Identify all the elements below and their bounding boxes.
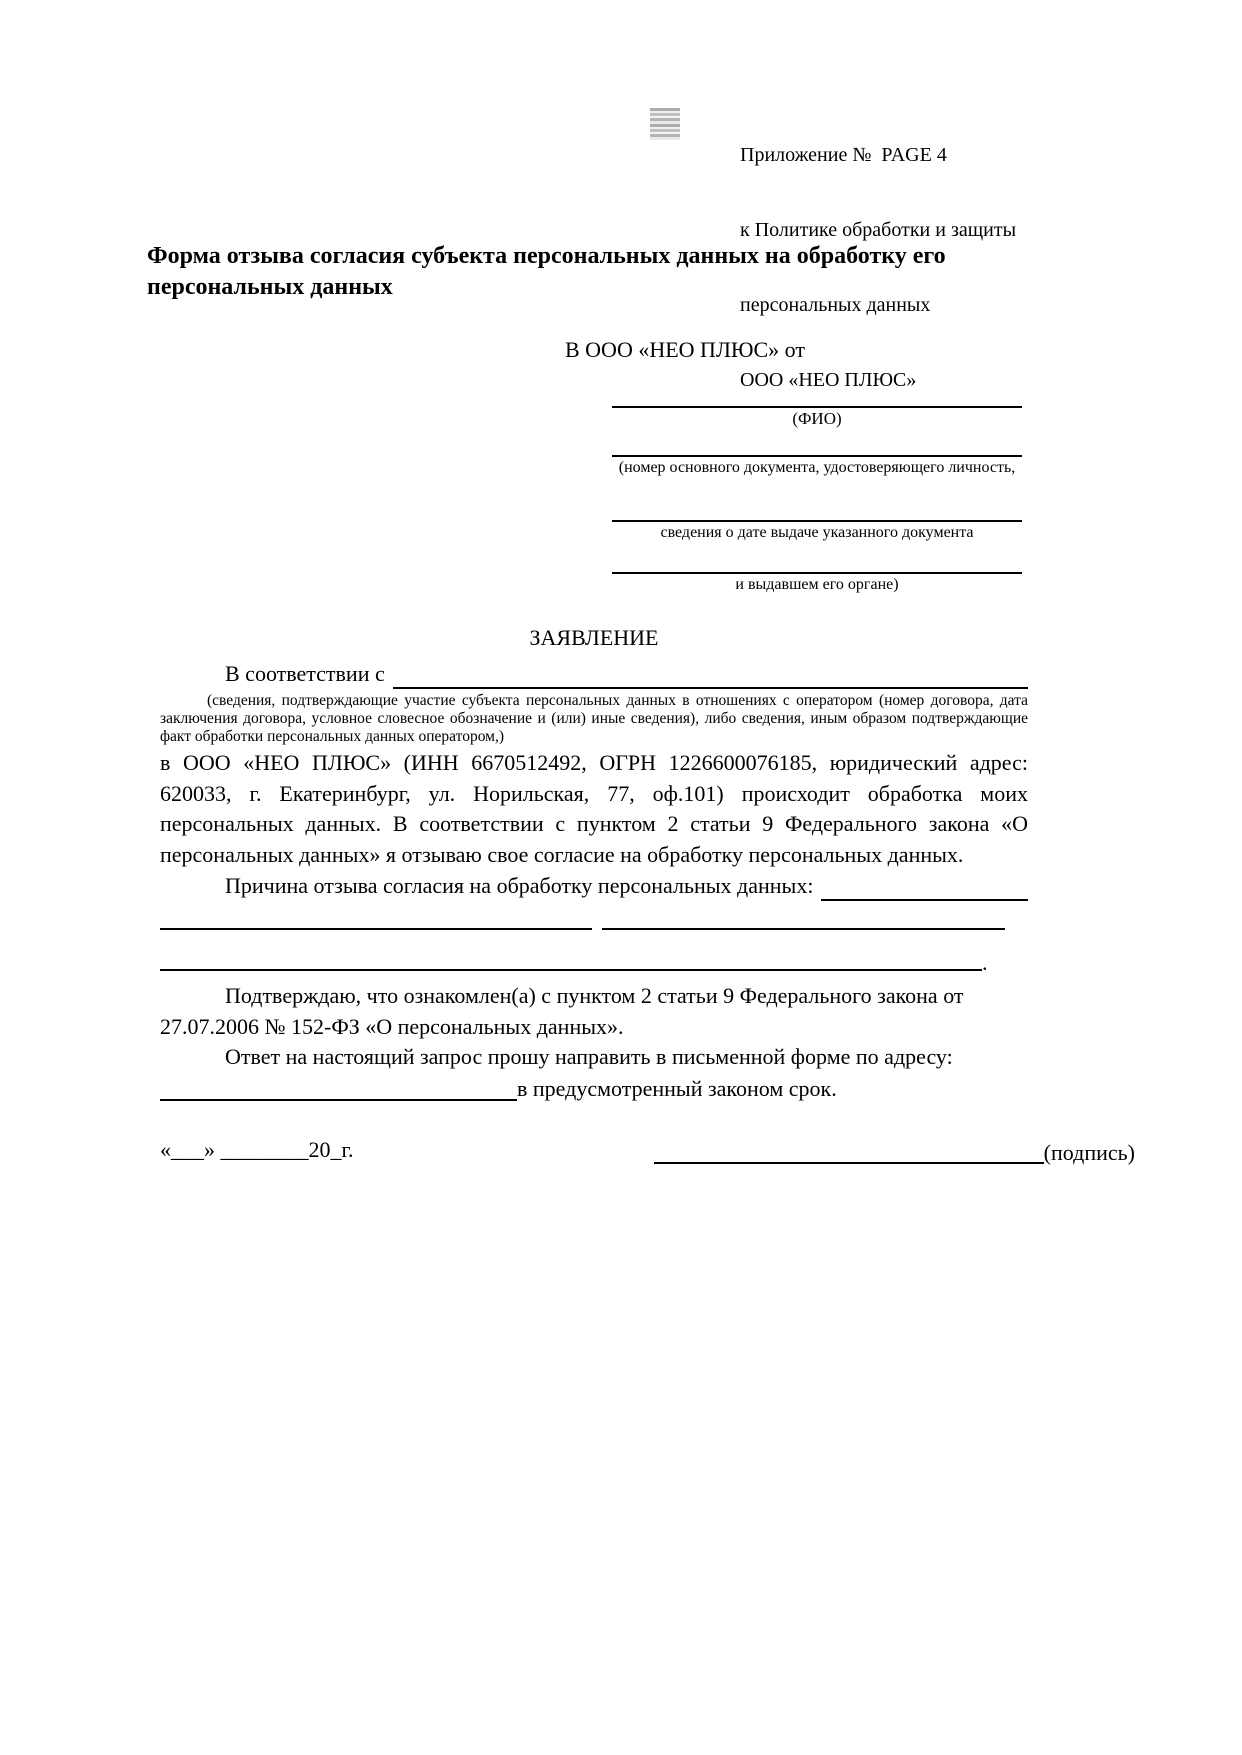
fine-print-note: (сведения, подтверждающие участие субъекта персональных данных в отношениях с оператором (номер договора, дата заключения договора, условное словесное обозначение и (или) иные сведения), либо сведения, иным образом подтверждающие факт обработки персональных данных оператором,) — [160, 692, 1028, 745]
issue-date-field-line — [612, 478, 1022, 522]
intro-blank-line — [393, 661, 1028, 689]
document-number-field-line — [612, 429, 1022, 457]
blurred-field-code-icon — [650, 108, 680, 140]
statement-heading: ЗАЯВЛЕНИЕ — [529, 625, 659, 650]
document-number-field-caption: (номер основного документа, удостоверяющего личность, — [618, 459, 1016, 476]
main-paragraph: в ООО «НЕО ПЛЮС» (ИНН 6670512492, ОГРН 1226600076185, юридический адрес: 620033, г. Екатеринбург, ул. Норильская, 77, оф.101) происходит обработка моих персональных данных. В соответствии с пунктом 2 статьи 9 Федерального закона «О персональных данных» я отзываю свое согласие на обработку персональных данных. — [160, 750, 1028, 867]
issuing-authority-field-caption: и выдавшем его органе) — [735, 576, 899, 593]
footer-row — [160, 1132, 1135, 1168]
statement-body — [160, 659, 1028, 1104]
reply-address-row — [160, 1073, 1028, 1104]
document-number-field — [612, 429, 1022, 478]
reason-prefix: Причина отзыва согласия на обработку персональных данных: — [225, 873, 814, 898]
fio-field-caption: (ФИО) — [792, 409, 842, 428]
intro-row — [160, 659, 1028, 689]
issue-date-field — [612, 478, 1022, 543]
issue-date-field-caption: сведения о дате выдаче указанного документа — [660, 524, 974, 541]
header-note-line: ООО «НЕО ПЛЮС» — [740, 369, 917, 391]
address-blank-line — [160, 1099, 517, 1101]
reason-blank-line-3 — [160, 950, 1028, 975]
addressee-fields — [612, 365, 1022, 595]
intro-prefix: В соответствии с — [225, 661, 385, 686]
signature-group — [654, 1138, 1135, 1168]
header-note-line: персональных данных — [740, 294, 931, 316]
header-note-line: Приложение № PAGE 4 — [740, 144, 947, 166]
date-blank: «___» ________20_г. — [160, 1137, 354, 1162]
blank-line-segment — [160, 969, 982, 971]
reply-request-paragraph: Ответ на настоящий запрос прошу направить в письменной форме по адресу: — [225, 1044, 953, 1069]
issuing-authority-field-line — [612, 543, 1022, 574]
fio-field-line — [612, 365, 1022, 408]
fio-field — [612, 365, 1022, 429]
reply-suffix: в предусмотренный законом срок. — [517, 1075, 837, 1101]
reason-row — [160, 870, 1028, 901]
addressee-to-line: В ООО «НЕО ПЛЮС» от — [565, 337, 805, 362]
page-title: Форма отзыва согласия субъекта персональных данных на обработку его персональных данных — [147, 243, 946, 300]
reason-blank-line-2 — [160, 928, 1005, 930]
header-note-line: к Политике обработки и защиты — [740, 219, 1017, 241]
blank-line-segment — [602, 928, 1005, 930]
blank-line-terminator: . — [982, 950, 988, 975]
issuing-authority-field — [612, 543, 1022, 595]
blank-line-segment — [160, 928, 592, 930]
signature-blank-line — [654, 1162, 1044, 1164]
confirmation-paragraph: Подтверждаю, что ознакомлен(а) с пунктом 2 статьи 9 Федерального закона от 27.07.2006 № 152-ФЗ «О персональных данных». — [160, 983, 964, 1039]
reason-blank-line — [821, 873, 1028, 901]
blank-line-gap — [592, 928, 602, 930]
signature-caption: (подпись) — [1043, 1140, 1135, 1165]
